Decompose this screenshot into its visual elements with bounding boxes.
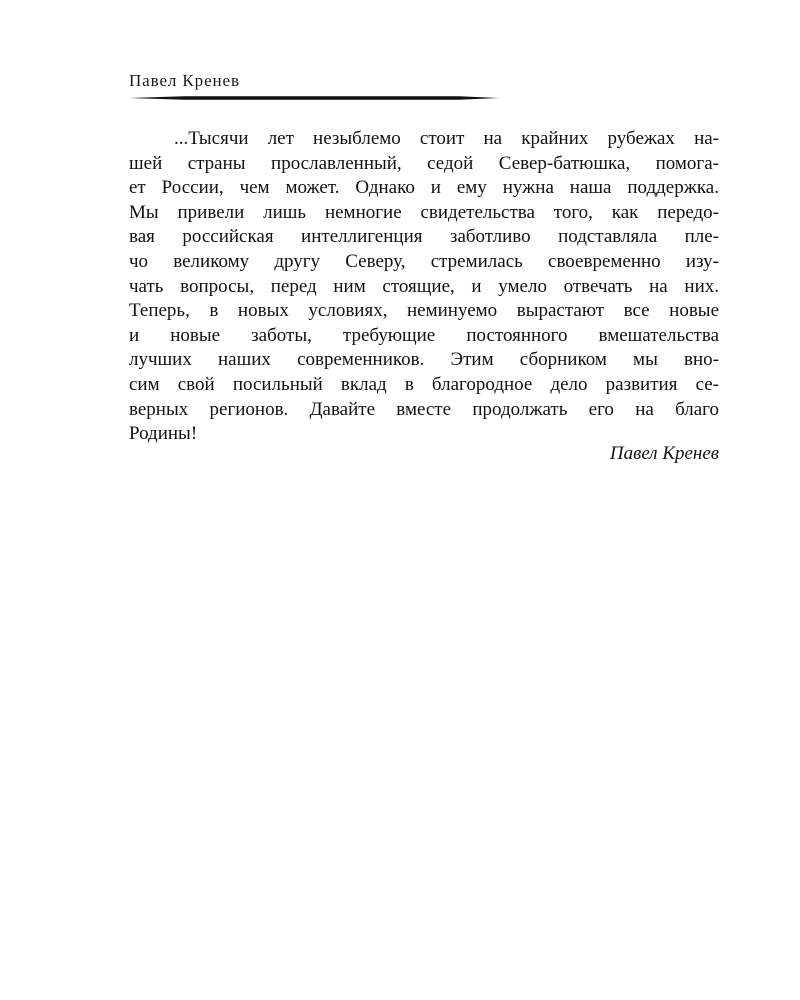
author-signature: Павел Кренев [609, 443, 719, 464]
text-line: Родины! [129, 423, 198, 445]
text-line: лучших наших современников. Этим сборником мы вно- [129, 349, 719, 371]
header-rule [129, 96, 499, 100]
text-line: ...Тысячи лет незыблемо стоит на крайних рубежах на- [174, 128, 719, 149]
text-line: чать вопросы, перед ним стоящие, и умело отвечать на них. [129, 275, 719, 297]
text-line: сим свой посильный вклад в благородное дело развития се- [129, 373, 719, 395]
text-line: Мы привели лишь немногие свидетельства того, как передо- [129, 201, 719, 223]
text-line: ет России, чем может. Однако и ему нужна наша поддержка. [129, 177, 719, 199]
text-line: верных регионов. Давайте вместе продолжать его на благо [129, 398, 719, 420]
text-line: и новые заботы, требующие постоянного вмешательства [129, 324, 719, 346]
body-paragraph [129, 127, 719, 447]
text-line: вая российская интеллигенция заботливо подставляла пле- [129, 226, 719, 248]
text-line: шей страны прославленный, седой Север-батюшка, помога- [129, 152, 719, 174]
running-head: Павел Кренев [129, 71, 240, 90]
text-line: чо великому другу Северу, стремилась своевременно изу- [129, 250, 719, 272]
text-line: Теперь, в новых условиях, неминуемо вырастают все новые [129, 300, 719, 322]
